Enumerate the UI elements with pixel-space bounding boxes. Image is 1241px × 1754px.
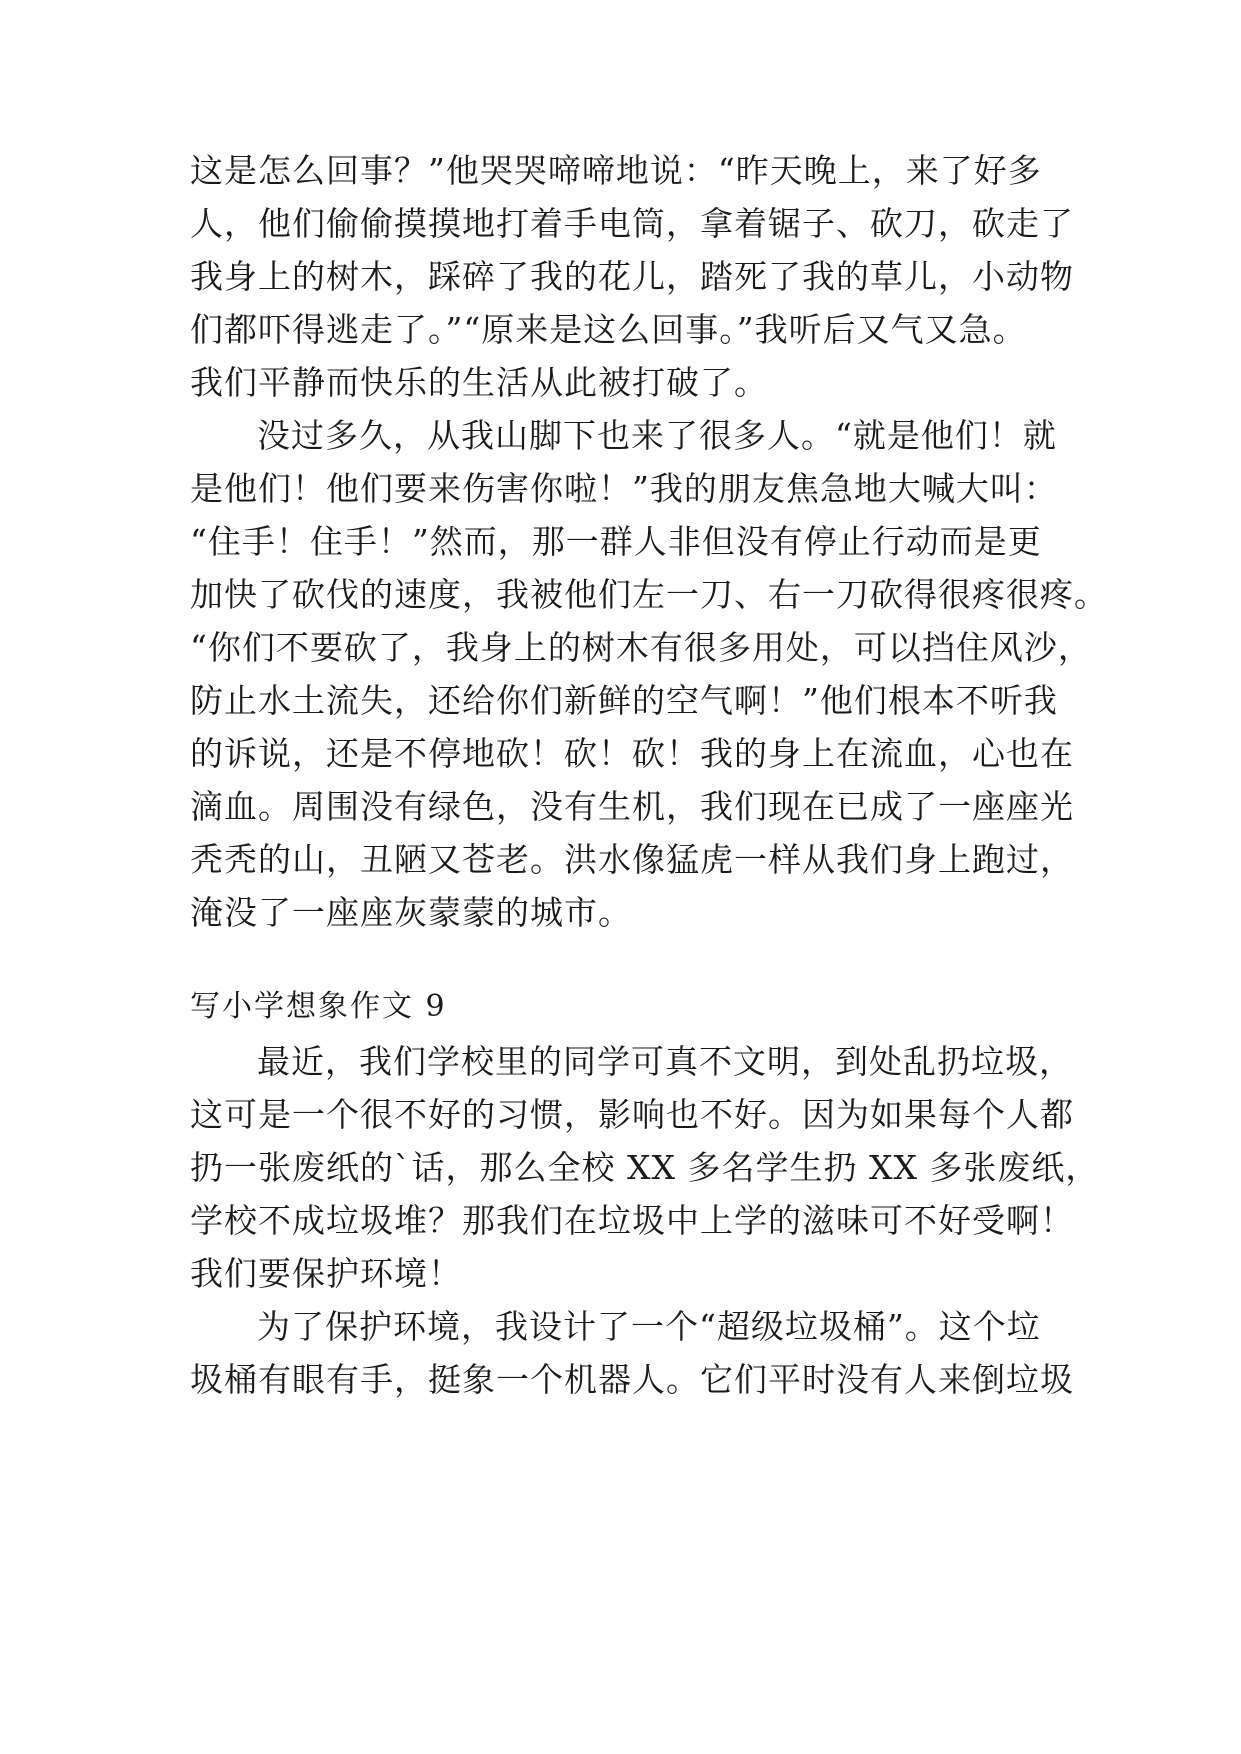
text-line: “住手！住手！”然而，那一群人非但没有停止行动而是更 [190,522,1042,561]
text-line: 我们平静而快乐的生活从此被打破了。 [190,363,768,402]
text-line: 最近，我们学校里的同学可真不文明，到处乱扔垃圾， [257,1042,1073,1081]
text-line: “你们不要砍了，我身上的树木有很多用处，可以挡住风沙， [190,628,1092,667]
text-line: 我身上的树木，踩碎了我的花儿，踏死了我的草儿，小动物 [190,257,1074,296]
text-line: 这可是一个很不好的习惯，影响也不好。因为如果每个人都 [190,1095,1074,1134]
text-line: 是他们！他们要来伤害你啦！”我的朋友焦急地大喊大叫： [190,469,1058,508]
text-line: 秃秃的山，丑陋又苍老。洪水像猛虎一样从我们身上跑过， [190,840,1074,879]
text-line: 学校不成垃圾堆？那我们在垃圾中上学的滋味可不好受啊！ [190,1201,1074,1240]
text-line: 淹没了一座座灰蒙蒙的城市。 [190,893,632,932]
text-line: 没过多久，从我山脚下也来了很多人。“就是他们！就 [257,416,1057,455]
text-line: 人，他们偷偷摸摸地打着手电筒，拿着锯子、砍刀，砍走了 [190,204,1074,243]
text-line: 圾桶有眼有手，挺象一个机器人。它们平时没有人来倒垃圾 [190,1360,1074,1399]
text-line: 这是怎么回事？”他哭哭啼啼地说：“昨天晚上，来了好多 [190,151,1042,190]
text-line: 加快了砍伐的速度，我被他们左一刀、右一刀砍得很疼很疼。 [190,575,1108,614]
text-line: 的诉说，还是不停地砍！砍！砍！我的身上在流血，心也在 [190,734,1074,773]
section-title: 写小学想象作文 9 [190,989,447,1024]
text-line: 为了保护环境，我设计了一个“超级垃圾桶”。这个垃 [257,1307,1041,1346]
text-line: 们都吓得逃走了。”“原来是这么回事。”我听后又气又急。 [190,310,1027,349]
text-line: 扔一张废纸的`话，那么全校 XX 多名学生扔 XX 多张废纸， [190,1148,1100,1187]
text-line: 防止水土流失，还给你们新鲜的空气啊！”他们根本不听我 [190,681,1058,720]
text-line: 我们要保护环境！ [190,1254,462,1293]
text-line: 滴血。周围没有绿色，没有生机，我们现在已成了一座座光 [190,787,1074,826]
